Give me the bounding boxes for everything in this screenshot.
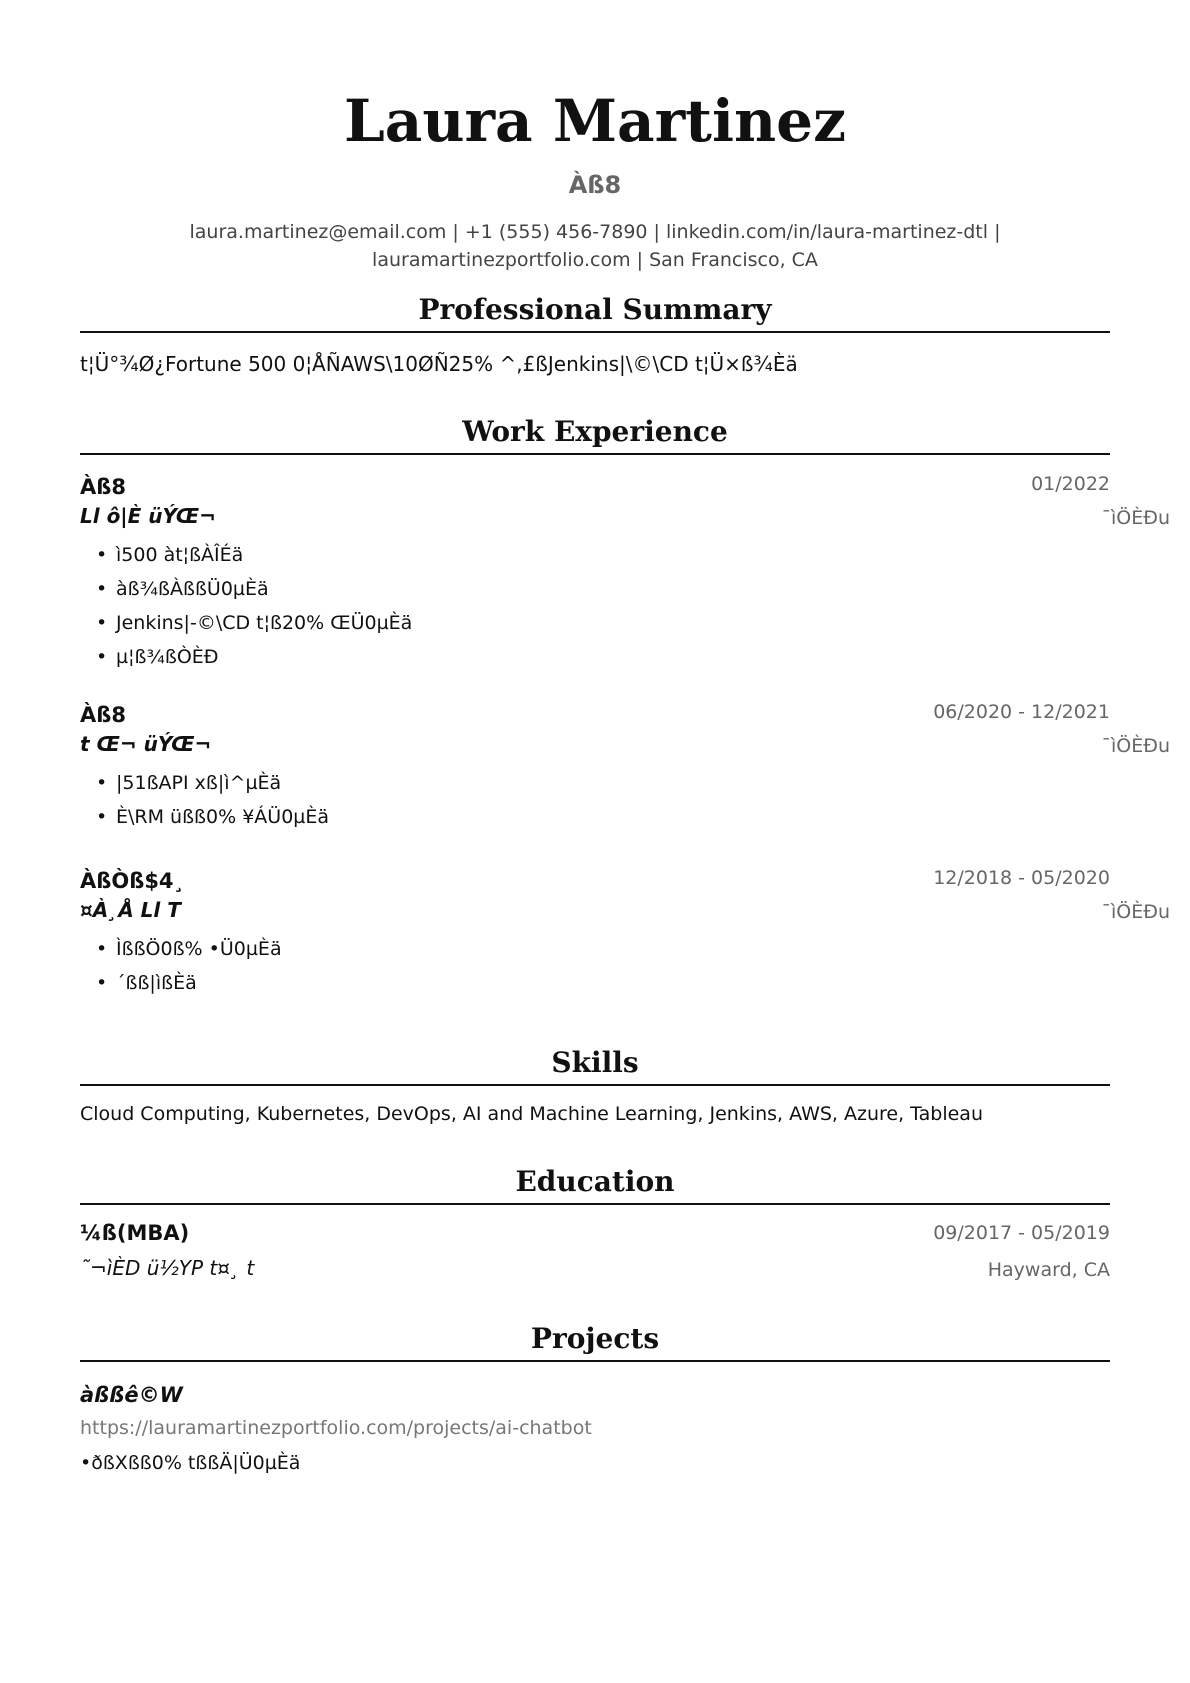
list-item: • ´ßß|ìßÈä <box>116 966 282 1000</box>
candidate-name: Laura Martinez <box>343 87 847 155</box>
job-title: Ll ô|È üÝŒ¬ <box>80 504 216 528</box>
job-date: 01/2022 <box>1031 473 1110 495</box>
list-item: • ÌßßÖ0ß% •Ü0µÈä <box>116 932 282 966</box>
job-bullets <box>80 766 329 834</box>
list-item: • |51ßAPI xß|ì^µÈä <box>116 766 329 800</box>
job-location: ¯ìÖÈÐu <box>1101 735 1170 757</box>
skills-list: Cloud Computing, Kubernetes, DevOps, AI and Machine Learning, Jenkins, AWS, Azure, Tableau <box>80 1103 983 1125</box>
candidate-subtitle: Àß8 <box>568 171 622 199</box>
contact-line-1: laura.martinez@email.com | +1 (555) 456-7890 | linkedin.com/in/laura-martinez-dtl | <box>189 221 1001 243</box>
section-title-experience: Work Experience <box>462 415 728 448</box>
project-description: •ðßXßß0% tßßÄ|Ü0µÈä <box>80 1452 301 1474</box>
list-item: • àß¾ßÀßßÜ0µÈä <box>116 572 412 606</box>
section-divider <box>80 453 1110 455</box>
education-location: Hayward, CA <box>987 1259 1110 1281</box>
section-divider <box>80 1203 1110 1205</box>
section-divider <box>80 1084 1110 1086</box>
job-date: 12/2018 - 05/2020 <box>933 867 1110 889</box>
job-title: t Œ¬ üÝŒ¬ <box>80 732 212 756</box>
contact-line-2: lauramartinezportfolio.com | San Francisco, CA <box>372 249 818 271</box>
contact-info <box>170 218 1020 274</box>
section-divider <box>80 331 1110 333</box>
job-bullets <box>80 932 282 1000</box>
project-url[interactable]: https://lauramartinezportfolio.com/projects/ai-chatbot <box>80 1417 592 1439</box>
section-title-skills: Skills <box>551 1046 639 1079</box>
section-title-summary: Professional Summary <box>418 293 772 326</box>
job-title: ¤À¸Å Ll T <box>80 898 181 922</box>
job-location: ¯ìÖÈÐu <box>1101 901 1170 923</box>
list-item: • È\RM üßß0% ¥ÁÜ0µÈä <box>116 800 329 834</box>
list-item: • ì500 àt¦ßÀÎÉä <box>116 538 412 572</box>
job-company: ÀßÒß$4¸ <box>80 869 185 893</box>
section-title-projects: Projects <box>530 1322 660 1355</box>
education-date: 09/2017 - 05/2019 <box>933 1222 1110 1244</box>
job-location: ¯ìÖÈÐu <box>1101 507 1170 529</box>
job-date: 06/2020 - 12/2021 <box>933 701 1110 723</box>
list-item: • Jenkins|-©\CD t¦ß20% ŒÜ0µÈä <box>116 606 412 640</box>
list-item: • µ¦ß¾ßÒÈÐ <box>116 640 412 674</box>
job-company: Àß8 <box>80 703 126 727</box>
education-degree: ¼ß(MBA) <box>80 1221 190 1245</box>
job-bullets <box>80 538 412 674</box>
job-company: Àß8 <box>80 475 126 499</box>
education-school: ˜¬ìÈD ü½YP t¤¸ t <box>80 1256 255 1280</box>
project-name: àßßê©W <box>80 1383 183 1407</box>
summary-text: t¦Ü°¾Ø¿Fortune 500 0¦ÅÑAWS\10ØÑ25% ^,£ßJenkins|\©\CD t¦Ü×ß¾Èä <box>80 352 798 376</box>
section-title-education: Education <box>515 1165 675 1198</box>
section-divider <box>80 1360 1110 1362</box>
